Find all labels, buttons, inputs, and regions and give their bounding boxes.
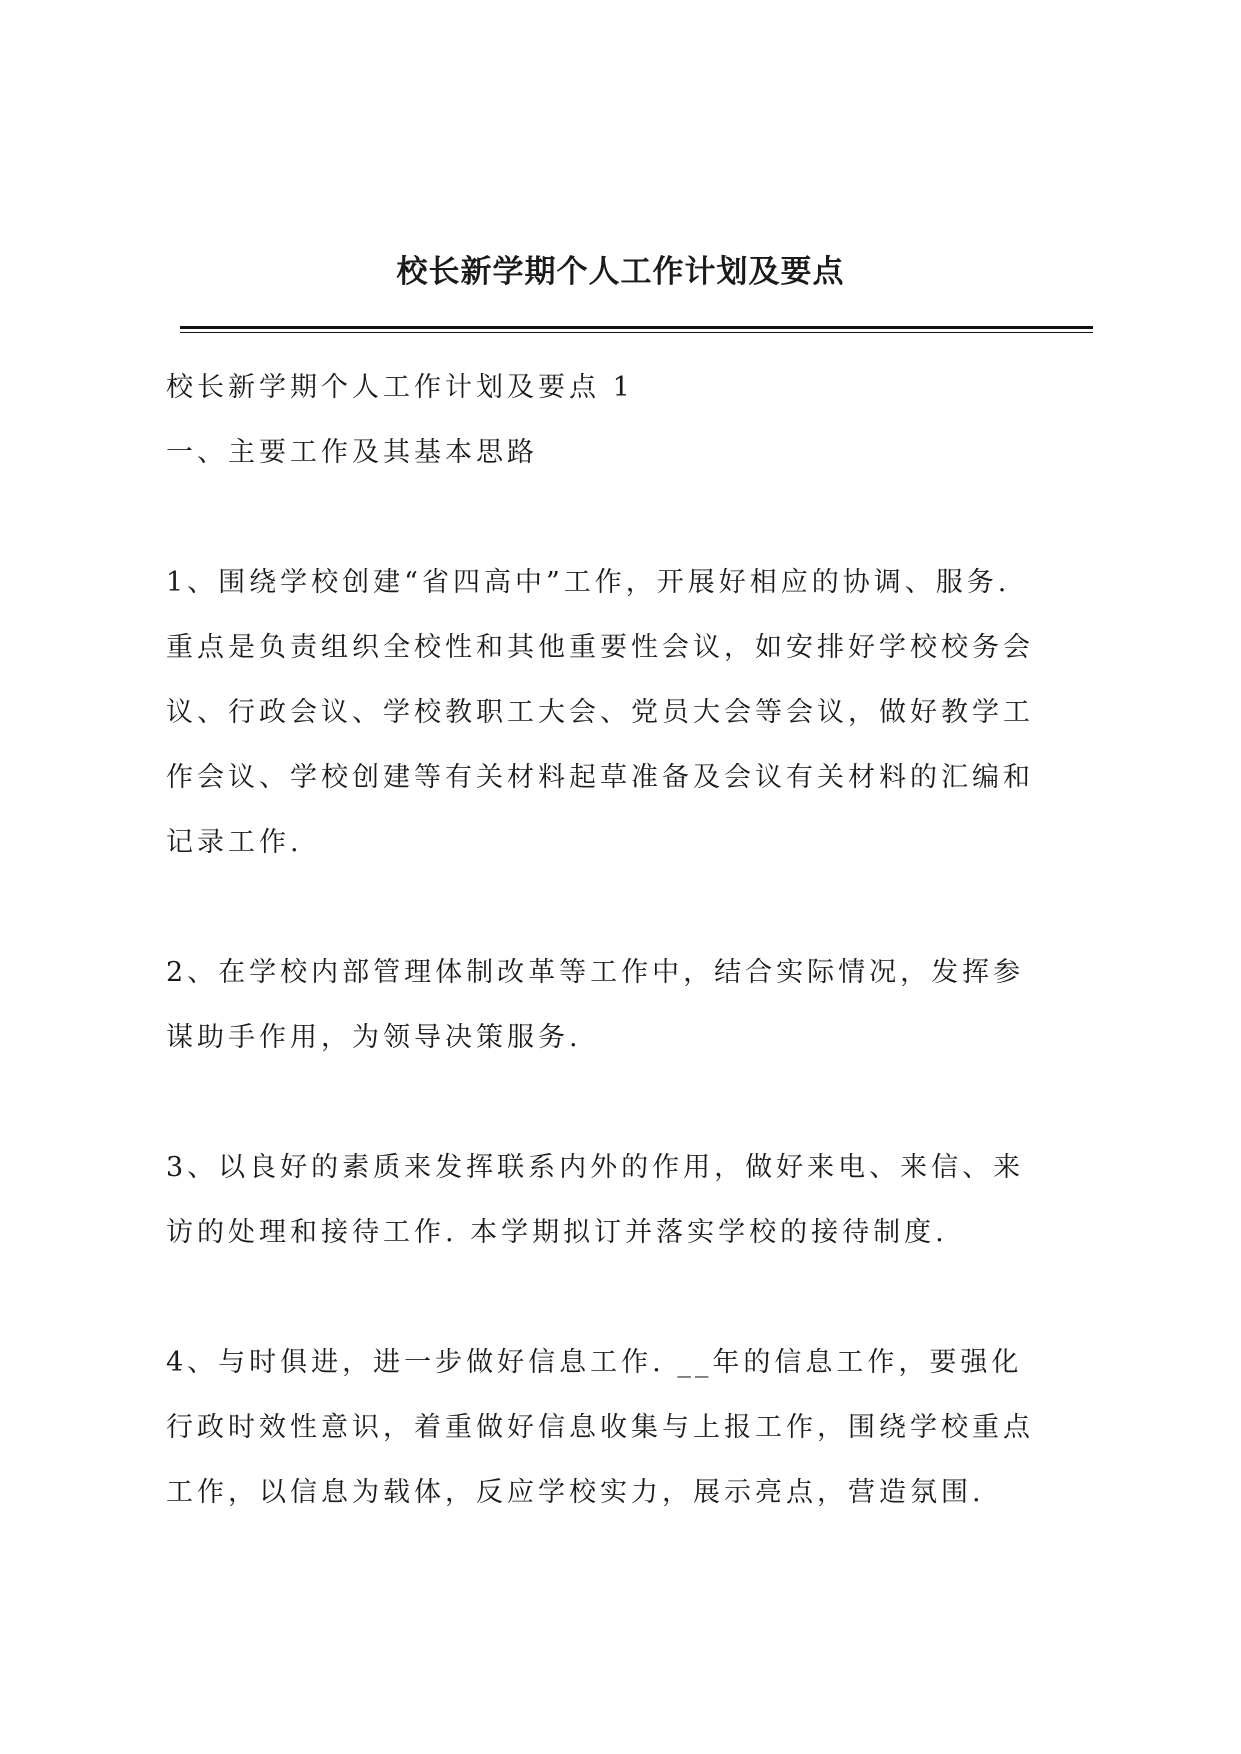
paragraph-3 (166, 1135, 1096, 1265)
document-title: 校长新学期个人工作计划及要点 (396, 254, 845, 290)
paragraph-2 (166, 940, 1096, 1070)
paragraph-line: 谋助手作用，为领导决策服务. (166, 1022, 582, 1053)
paragraph-line: 记录工作. (166, 827, 303, 858)
title-rule-thin (180, 332, 1093, 333)
paragraph-line: 3、以良好的素质来发挥联系内外的作用，做好来电、来信、来 (166, 1152, 1025, 1183)
paragraph-line: 重点是负责组织全校性和其他重要性会议，如安排好学校校务会 (166, 632, 1034, 663)
paragraph-line: 行政时效性意识，着重做好信息收集与上报工作，围绕学校重点 (166, 1412, 1034, 1443)
paragraph-4 (166, 1330, 1096, 1525)
paragraph-gap (166, 1070, 1096, 1135)
paragraph-gap (166, 1265, 1096, 1330)
paragraph-line: 4、与时俱进，进一步做好信息工作. __年的信息工作，要强化 (166, 1347, 1023, 1378)
subheading: 一、主要工作及其基本思路 (166, 437, 538, 468)
paragraph-line: 1、围绕学校创建“省四高中”工作，开展好相应的协调、服务. (166, 567, 1011, 598)
paragraph-line: 议、行政会议、学校教职工大会、党员大会等会议，做好教学工 (166, 697, 1034, 728)
paragraph-line: 工作，以信息为载体，反应学校实力，展示亮点，营造氛围. (166, 1477, 985, 1508)
document-body (166, 355, 1096, 1525)
section-heading: 校长新学期个人工作计划及要点 1 (166, 372, 634, 403)
paragraph-line: 作会议、学校创建等有关材料起草准备及会议有关材料的汇编和 (166, 762, 1034, 793)
paragraph-gap (166, 875, 1096, 940)
paragraph-line: 访的处理和接待工作. 本学期拟订并落实学校的接待制度. (166, 1217, 948, 1248)
paragraph-gap (166, 485, 1096, 550)
paragraph-line: 2、在学校内部管理体制改革等工作中，结合实际情况，发挥参 (166, 957, 1025, 988)
title-rule-thick (180, 326, 1093, 329)
paragraph-1 (166, 550, 1096, 875)
